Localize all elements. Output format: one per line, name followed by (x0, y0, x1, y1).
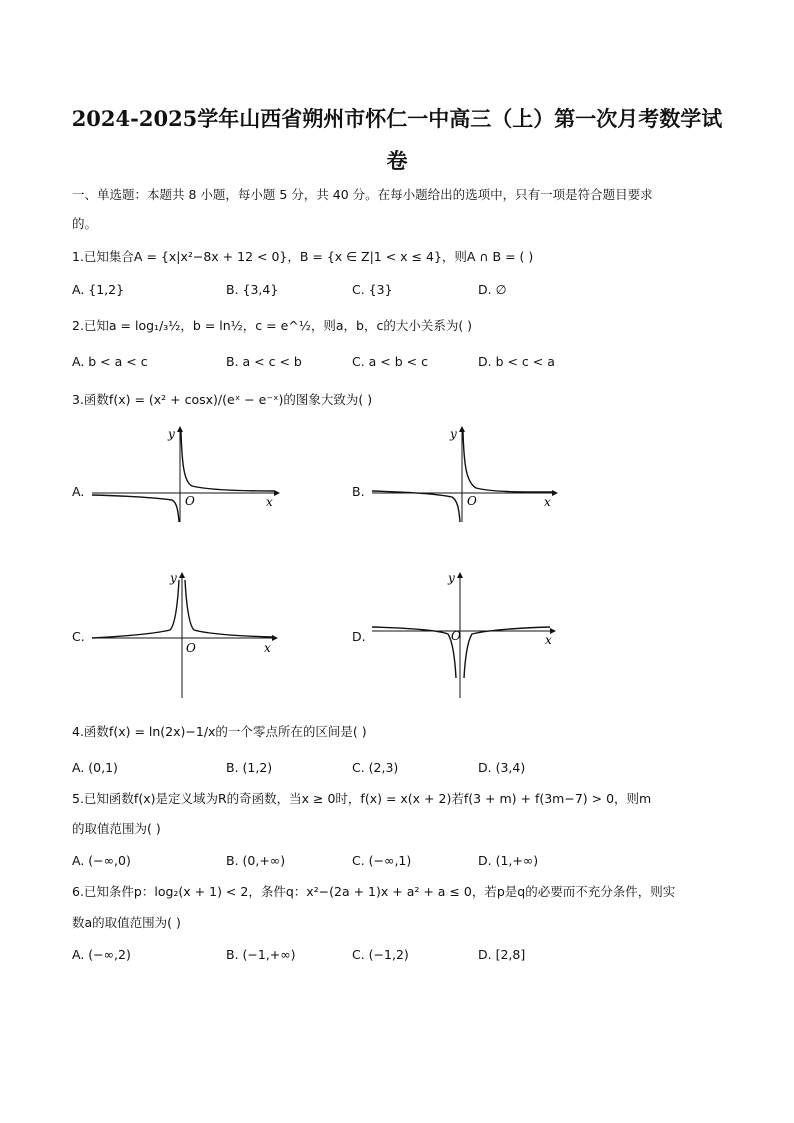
q6-stem-cont: 数a的取值范围为( ) (72, 915, 181, 930)
section-heading: 一、单选题：本题共 8 小题，每小题 5 分，共 40 分。在每小题给出的选项中，只有一项是符合题目要求 (72, 187, 653, 202)
graph-a-y-label: y (168, 427, 175, 441)
q5-option-a: A. (−∞,0) (72, 853, 131, 868)
graph-b (368, 424, 568, 524)
q6-stem: 6.已知条件p：log₂(x + 1) < 2，条件q：x²−(2a + 1)x + a² + a ≤ 0，若p是q的必要而不充分条件，则实 (72, 884, 676, 899)
graph-a-x-label: x (266, 495, 273, 509)
q4-option-a: A. (0,1) (72, 760, 118, 775)
graph-d-label: D. (352, 629, 366, 644)
q6-option-d: D. [2,8] (478, 947, 526, 962)
q5-option-c: C. (−∞,1) (352, 853, 412, 868)
q4-option-b: B. (1,2) (226, 760, 273, 775)
q4-option-c: C. (2,3) (352, 760, 399, 775)
q2-option-c: C. a < b < c (352, 354, 428, 369)
q2-option-a: A. b < a < c (72, 354, 148, 369)
q1-option-c: C. {3} (352, 282, 393, 297)
graph-c-label: C. (72, 629, 85, 644)
graph-c (88, 568, 288, 700)
graph-b-label: B. (352, 484, 365, 499)
graph-d-y-label: y (448, 571, 455, 585)
title-line-1: 2024-2025学年山西省朔州市怀仁一中高三（上）第一次月考数学试 (71, 106, 723, 131)
graph-c-origin: O (186, 641, 196, 655)
graph-c-x-label: x (264, 641, 271, 655)
q1-option-a: A. {1,2} (72, 282, 125, 297)
q4-stem: 4.函数f(x) = ln(2x)−1/x的一个零点所在的区间是( ) (72, 724, 367, 739)
graph-b-origin: O (467, 494, 477, 508)
q6-option-b: B. (−1,+∞) (226, 947, 296, 962)
q2-option-b: B. a < c < b (226, 354, 302, 369)
graph-a-label: A. (72, 484, 85, 499)
q3-stem: 3.函数f(x) = (x² + cosx)/(eˣ − e⁻ˣ)的图象大致为( ) (72, 392, 373, 407)
q5-stem: 5.已知函数f(x)是定义域为R的奇函数，当x ≥ 0时，f(x) = x(x + 2)若f(3 + m) + f(3m−7) > 0，则m (72, 791, 652, 806)
q2-stem: 2.已知a = log₁/₃½，b = ln½，c = e^½，则a，b，c的大小关系为( ) (72, 318, 473, 333)
q6-option-a: A. (−∞,2) (72, 947, 131, 962)
graph-d-x-label: x (545, 633, 552, 647)
graph-a (88, 424, 288, 524)
q2-option-d: D. b < c < a (478, 354, 555, 369)
graph-d-origin: O (451, 629, 461, 643)
q1-option-d: D. ∅ (478, 282, 507, 297)
graph-a-origin: O (185, 494, 195, 508)
section-heading-cont: 的。 (72, 216, 98, 231)
q6-option-c: C. (−1,2) (352, 947, 409, 962)
q4-option-d: D. (3,4) (478, 760, 526, 775)
title-line-2: 卷 (386, 148, 408, 173)
q5-option-b: B. (0,+∞) (226, 853, 286, 868)
graph-b-y-label: y (450, 427, 457, 441)
graph-d (368, 568, 568, 700)
graph-b-x-label: x (544, 495, 551, 509)
q5-option-d: D. (1,+∞) (478, 853, 539, 868)
q1-stem: 1.已知集合A = {x|x²−8x + 12 < 0}，B = {x ∈ Z|1 < x ≤ 4}，则A ∩ B = ( ) (72, 249, 534, 264)
q1-option-b: B. {3,4} (226, 282, 279, 297)
graph-c-y-label: y (170, 571, 177, 585)
q5-stem-cont: 的取值范围为( ) (72, 821, 161, 836)
